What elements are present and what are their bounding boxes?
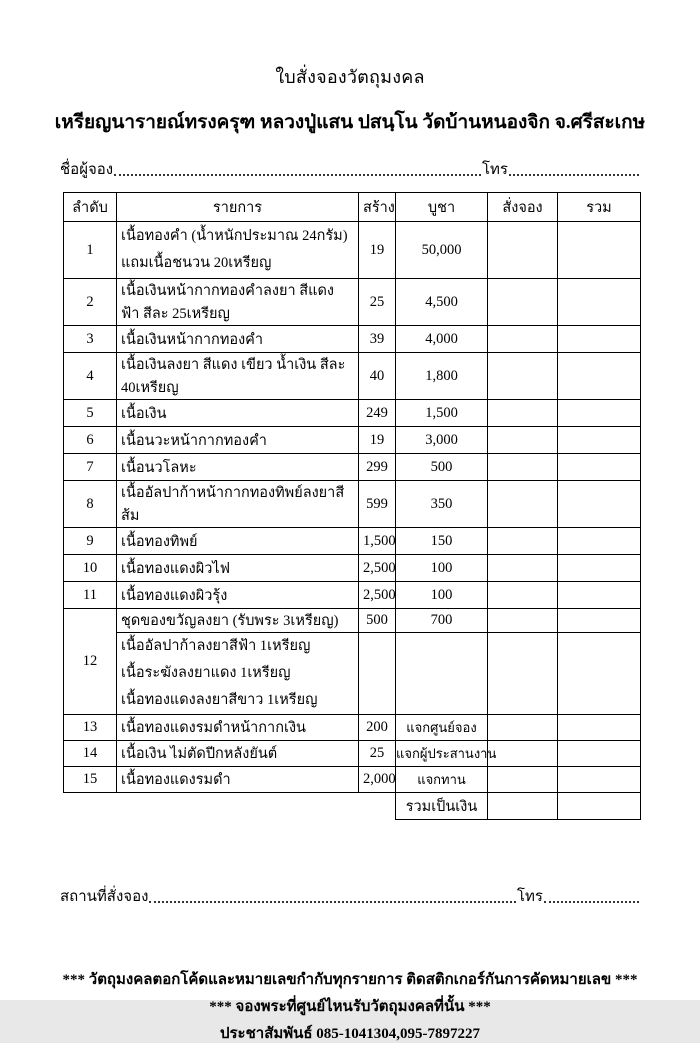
order-qty-cell: [488, 633, 558, 715]
table-row: [64, 481, 641, 528]
row-number-cell: 2: [64, 279, 117, 326]
row-total-cell: [558, 454, 641, 481]
price-cell: 500: [396, 454, 488, 481]
price-cell: 100: [396, 555, 488, 582]
page-subtitle: เหรียญนารายณ์ทรงครุฑ หลวงปู่แสน ปสนฺโน วัดบ้านหนองจิก จ.ศรีสะเกษ: [54, 112, 646, 133]
made-count-cell: 249: [359, 400, 396, 427]
table-row: [64, 353, 641, 400]
price-cell: 3,000: [396, 427, 488, 454]
footer-note-1: *** วัตถุมงคลตอกโค้ดและหมายเลขกำกับทุกรายการ ติดสติกเกอร์กันการคัดหมายเลข ***: [62, 972, 638, 988]
item-line: เนื้ออัลปาก้าลงยาสีฟ้า 1เหรียญ: [121, 638, 311, 654]
item-cell: ชุดของขวัญลงยา (รับพระ 3เหรียญ): [117, 609, 359, 633]
location-label: สถานที่สั่งจอง: [60, 889, 149, 905]
price-cell: 350: [396, 481, 488, 528]
made-count-cell: 500: [359, 609, 396, 633]
item-line: แถมเนื้อชนวน 20เหรียญ: [121, 255, 272, 271]
table-row: [64, 222, 641, 279]
table-header-row: [64, 193, 641, 222]
order-qty-cell: [488, 353, 558, 400]
orderer-name-label: ชื่อผู้จอง: [60, 162, 114, 178]
item-cell: เนื้อเงินลงยา สีแดง เขียว น้ำเงิน สีละ 40เหรียญ: [117, 353, 359, 400]
made-count-cell: 299: [359, 454, 396, 481]
made-count-cell: 19: [359, 222, 396, 279]
orderer-phone-blank: [509, 174, 639, 176]
orderer-name-blank: [114, 174, 481, 176]
item-cell: เนื้อทองทิพย์: [117, 528, 359, 555]
item-cell: เนื้อนวะหน้ากากทองคำ: [117, 427, 359, 454]
row-number-cell: 3: [64, 326, 117, 353]
price-cell: 150: [396, 528, 488, 555]
item-cell: [117, 222, 359, 279]
column-header-price: บูชา: [396, 193, 488, 222]
item-cell: เนื้อทองแดงรมดำหน้ากากเงิน: [117, 715, 359, 741]
grand-total-row: [64, 793, 641, 820]
made-count-cell: 25: [359, 279, 396, 326]
item-cell: เนื้อทองแดงผิวไฟ: [117, 555, 359, 582]
item-cell: เนื้อทองแดงผิวรุ้ง: [117, 582, 359, 609]
order-qty-cell: [488, 555, 558, 582]
made-count-cell: 2,500: [359, 582, 396, 609]
item-cell: เนื้อทองแดงรมดำ: [117, 767, 359, 793]
item-line: เนื้อทองคำ (น้ำหนักประมาณ 24กรัม): [121, 228, 348, 244]
price-cell: 700: [396, 609, 488, 633]
row-number-cell: 5: [64, 400, 117, 427]
table-row: [64, 741, 641, 767]
table-row-12-sub1: [64, 609, 641, 633]
price-cell: 100: [396, 582, 488, 609]
made-count-cell: 599: [359, 481, 396, 528]
made-count-cell: 2,000: [359, 767, 396, 793]
empty-spacer-cell: [64, 793, 396, 820]
order-qty-cell: [488, 528, 558, 555]
made-count-cell: 2,500: [359, 555, 396, 582]
order-qty-cell: [488, 454, 558, 481]
footer-contact: ประชาสัมพันธ์ 085-1041304,095-7897227: [219, 1026, 481, 1042]
row-total-cell: [558, 222, 641, 279]
order-qty-cell: [488, 609, 558, 633]
made-count-cell: 40: [359, 353, 396, 400]
price-cell: แจกผู้ประสานงาน: [396, 741, 488, 767]
price-cell: แจกศูนย์จอง: [396, 715, 488, 741]
column-header-order: สั่งจอง: [488, 193, 558, 222]
column-header-made: สร้าง: [359, 193, 396, 222]
row-total-cell: [558, 400, 641, 427]
location-phone-blank: [544, 901, 639, 903]
column-header-total: รวม: [558, 193, 641, 222]
order-qty-cell: [488, 582, 558, 609]
row-total-cell: [558, 609, 641, 633]
row-number-cell: 15: [64, 767, 117, 793]
orderer-line: [60, 161, 640, 179]
row-total-cell: [558, 633, 641, 715]
column-header-no: ลำดับ: [64, 193, 117, 222]
item-cell: เนื้อเงินหน้ากากทองคำ: [117, 326, 359, 353]
price-cell: 50,000: [396, 222, 488, 279]
price-cell: 1,800: [396, 353, 488, 400]
table-row: [64, 454, 641, 481]
table-row: [64, 582, 641, 609]
order-qty-cell: [488, 326, 558, 353]
made-count-cell: 25: [359, 741, 396, 767]
item-line: เนื้อทองแดงลงยาสีขาว 1เหรียญ: [121, 692, 318, 708]
row-number-cell: 9: [64, 528, 117, 555]
row-number-cell: 10: [64, 555, 117, 582]
row-total-cell: [558, 353, 641, 400]
row-total-cell: [558, 767, 641, 793]
row-number-cell: 12: [64, 609, 117, 715]
row-number-cell: 7: [64, 454, 117, 481]
item-cell: เนื้อนวโลหะ: [117, 454, 359, 481]
item-line: เนื้อระฆังลงยาแดง 1เหรียญ: [121, 665, 291, 681]
item-cell: เนื้ออัลปาก้าหน้ากากทองทิพย์ลงยาสีส้ม: [117, 481, 359, 528]
order-qty-cell: [488, 715, 558, 741]
row-number-cell: 11: [64, 582, 117, 609]
table-row-12-sub2: [64, 633, 641, 715]
made-count-cell: 1,500: [359, 528, 396, 555]
location-blank: [149, 901, 516, 903]
row-total-cell: [558, 427, 641, 454]
order-qty-cell: [488, 222, 558, 279]
row-total-cell: [558, 279, 641, 326]
row-total-cell: [558, 481, 641, 528]
order-table: [63, 192, 641, 820]
row-number-cell: 8: [64, 481, 117, 528]
row-total-cell: [558, 741, 641, 767]
price-cell: 1,500: [396, 400, 488, 427]
table-row: [64, 528, 641, 555]
location-phone-label: โทร: [516, 889, 543, 905]
order-qty-cell: [488, 427, 558, 454]
location-line: [60, 888, 640, 906]
table-row: [64, 715, 641, 741]
price-cell: [396, 633, 488, 715]
table-row: [64, 279, 641, 326]
table-row: [64, 400, 641, 427]
item-cell: เนื้อเงิน ไม่ตัดปีกหลังยันต์: [117, 741, 359, 767]
order-qty-cell: [488, 400, 558, 427]
order-qty-cell: [488, 481, 558, 528]
item-cell: เนื้อเงิน: [117, 400, 359, 427]
table-row: [64, 427, 641, 454]
row-number-cell: 13: [64, 715, 117, 741]
made-count-cell: 200: [359, 715, 396, 741]
table-row: [64, 326, 641, 353]
price-cell: 4,500: [396, 279, 488, 326]
price-cell: 4,000: [396, 326, 488, 353]
row-number-cell: 4: [64, 353, 117, 400]
footer: [0, 972, 700, 1043]
row-total-cell: [558, 715, 641, 741]
orderer-phone-label: โทร: [481, 162, 508, 178]
grand-total-amount-cell: [558, 793, 641, 820]
item-cell: เนื้อเงินหน้ากากทองคำลงยา สีแดง ฟ้า สีละ 25เหรียญ: [117, 279, 359, 326]
page-title: ใบสั่งจองวัตถุมงคล: [275, 67, 425, 87]
made-count-cell: 39: [359, 326, 396, 353]
footer-note-2: *** จองพระที่ศูนย์ไหนรับวัตถุมงคลที่นั้น ***: [209, 999, 491, 1015]
made-count-cell: 19: [359, 427, 396, 454]
table-row: [64, 555, 641, 582]
made-count-cell: [359, 633, 396, 715]
row-number-cell: 6: [64, 427, 117, 454]
order-qty-cell: [488, 279, 558, 326]
row-total-cell: [558, 555, 641, 582]
grand-total-label: รวมเป็นเงิน: [396, 793, 488, 820]
item-cell: [117, 633, 359, 715]
grand-total-order-cell: [488, 793, 558, 820]
table-row: [64, 767, 641, 793]
row-total-cell: [558, 528, 641, 555]
row-total-cell: [558, 582, 641, 609]
row-number-cell: 1: [64, 222, 117, 279]
row-number-cell: 14: [64, 741, 117, 767]
order-qty-cell: [488, 767, 558, 793]
price-cell: แจกทาน: [396, 767, 488, 793]
order-qty-cell: [488, 741, 558, 767]
row-total-cell: [558, 326, 641, 353]
column-header-item: รายการ: [117, 193, 359, 222]
